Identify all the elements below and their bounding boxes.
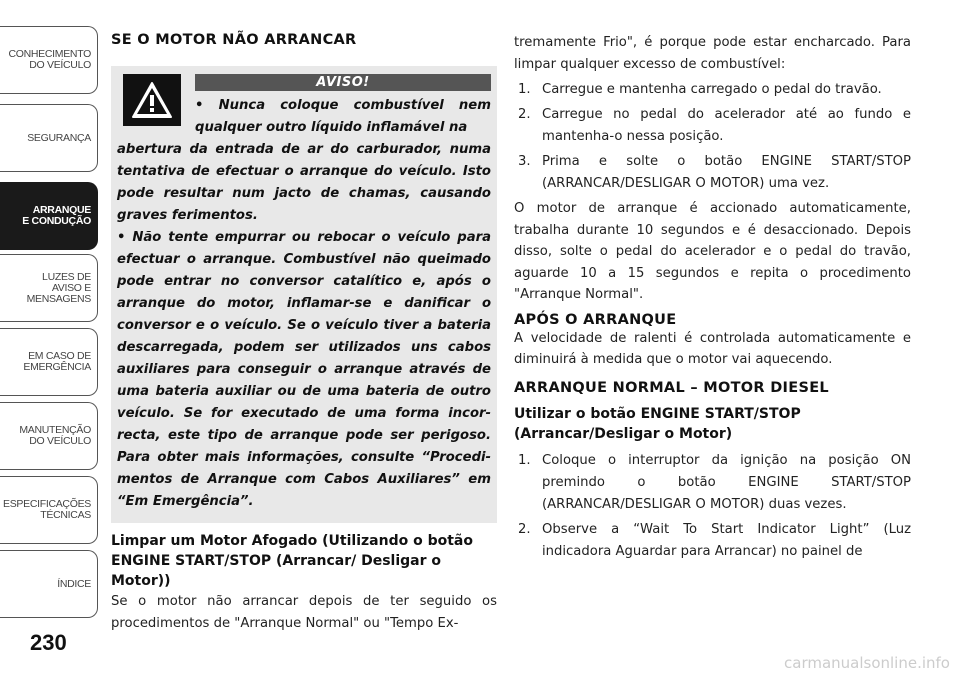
warning-text-1b: abertura da entrada de ar do carburador, numa tentativa de efectuar o arranque do veículo. Isto pode resultar num jacto de chamas, causando graves ferimentos. [117,142,491,223]
start-stop-button-heading: Utilizar o botão ENGINE START/STOP (Arrancar/Desligar o Motor) [514,405,801,442]
flooded-engine-heading: Limpar um Motor Afogado (Utilizando o botão ENGINE START/STOP (Arrancar/ Desligar o Motor)) [111,533,473,589]
tab-especificacoes[interactable]: ESPECIFICAÇÕES TÉCNICAS [0,476,98,544]
tab-indice[interactable]: ÍNDICE [0,550,98,618]
list-item: 1. Coloque o interruptor da ignição na posição ON premindo o botão ENGINE START/STOP (ARRANCAR/DESLIGAR O MOTOR) duas vezes. [518,452,911,512]
tab-manutencao[interactable]: MANUTENÇÃO DO VEÍCULO [0,402,98,470]
list-item: 2. Observe a “Wait To Start Indicator Light” (Luz indicadora Aguardar para Arrancar) no painel de [518,521,911,559]
flooded-engine-paragraph: Se o motor não arrancar depois de ter seguido os procedimentos de "Arranque Normal" ou "Tempo Ex- [111,594,497,631]
diesel-start-heading: ARRANQUE NORMAL – MOTOR DIESEL [514,379,829,396]
steps-list-flooded [514,79,911,195]
paragraph-starter: O motor de arranque é accionado automaticamente, trabalha durante 10 segundos e é desaccionado. Depois disso, solte o pedal do acelerador e o pedal do travão, aguarde 10 a 15 segundos e repita o procedimento "Arranque Normal". [514,201,911,302]
section-heading: SE O MOTOR NÃO ARRANCAR [111,32,357,48]
warning-text-1a: • Nunca coloque combustível nem qualquer outro líquido inflamável na [195,98,491,135]
list-item: 2. Carregue no pedal do acelerador até ao fundo e mantenha-o nessa posição. [518,107,911,144]
tab-seguranca[interactable]: SEGURANÇA [0,104,98,172]
list-item: 3. Prima e solte o botão ENGINE START/STOP (ARRANCAR/DESLIGAR O MOTOR) uma vez. [518,154,911,191]
tab-luzes-aviso[interactable]: LUZES DE AVISO E MENSAGENS [0,254,98,322]
left-column [111,32,497,634]
warning-box [111,66,497,523]
list-item: 1. Carregue e mantenha carregado o pedal do travão. [518,82,882,97]
tab-arranque-conducao[interactable]: ARRANQUE E CONDUÇÃO [0,182,98,250]
warning-title: AVISO! [195,74,491,91]
paragraph-cold-start: tremamente Frio", é porque pode estar encharcado. Para limpar qualquer excesso de combustível: [514,35,911,72]
tab-emergencia[interactable]: EM CASO DE EMERGÊNCIA [0,328,98,396]
watermark: carmanualsonline.info [784,654,950,672]
page-number: 230 [30,630,67,655]
steps-list-diesel [514,450,911,563]
after-start-heading: APÓS O ARRANQUE [514,311,677,328]
right-column [514,32,911,566]
tab-conhecimento[interactable]: CONHECIMENTO DO VEÍCULO [0,26,98,94]
paragraph-idle: A velocidade de ralenti é controlada automaticamente e diminuirá à medida que o motor vai aquecendo. [514,330,911,367]
warning-text-2: • Não tente empurrar ou rebocar o veículo para efectuar o arranque. Combustível não queimado pode entrar no conversor catalítico e, após o arranque do motor, inflamar-se e danificar o conversor e o veículo. Se o veículo tiver a bateria descarregada, podem ser utilizados uns cabos auxiliares para conseguir o arranque através de uma bateria auxiliar ou de uma bateria de outro veículo. Se for executado de uma forma incor-recta, este tipo de arranque pode ser perigoso. Para obter mais informações, consulte “Procedi-mentos de Arranque com Cabos Auxiliares” em “Em Emergência”. [117,230,491,509]
warning-triangle-icon [123,74,181,126]
